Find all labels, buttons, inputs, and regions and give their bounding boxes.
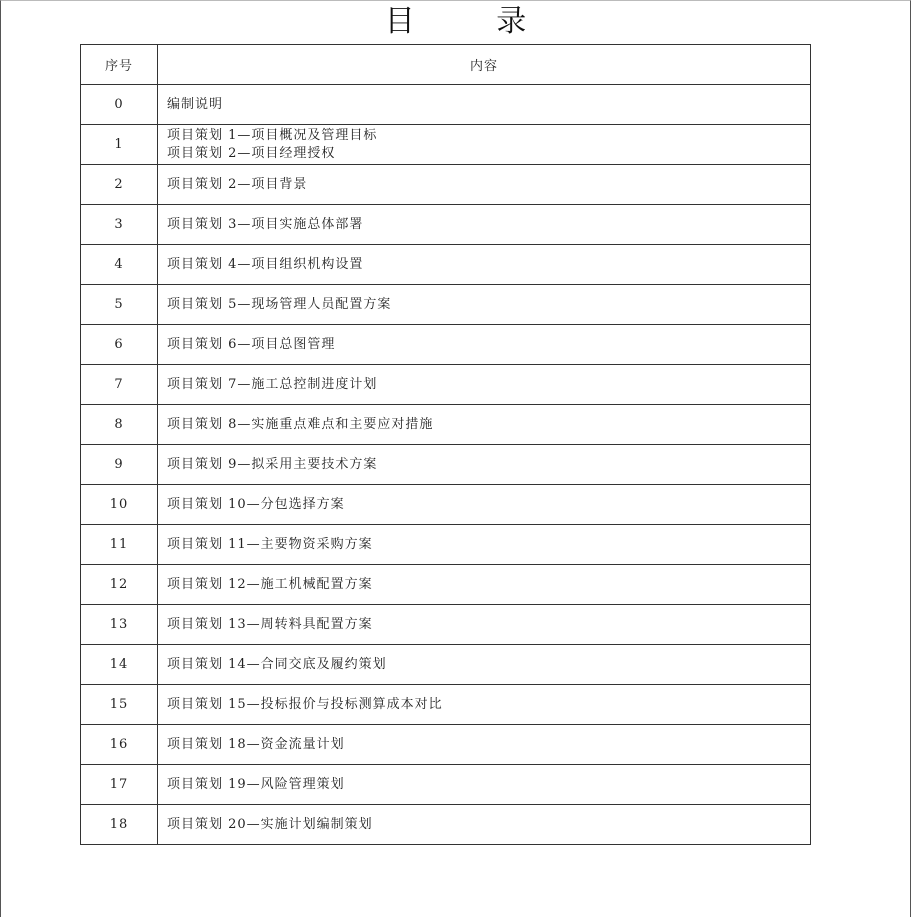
table-row	[81, 485, 811, 525]
row-index: 8	[81, 405, 158, 445]
table-header-row	[81, 45, 811, 85]
row-content-line: 项目策划 4—项目组织机构设置	[167, 256, 364, 272]
row-content	[158, 365, 811, 405]
row-index: 15	[81, 685, 158, 725]
row-content	[158, 245, 811, 285]
row-content	[158, 685, 811, 725]
table-row	[81, 325, 811, 365]
row-content-line: 项目策划 15—投标报价与投标测算成本对比	[167, 696, 443, 712]
row-content-line: 项目策划 13—周转料具配置方案	[167, 616, 373, 632]
header-index: 序号	[81, 45, 158, 85]
row-index: 1	[81, 125, 158, 165]
row-content-line: 项目策划 20—实施计划编制策划	[167, 816, 373, 832]
row-index: 0	[81, 85, 158, 125]
table-row	[81, 405, 811, 445]
table-row	[81, 685, 811, 725]
row-index: 9	[81, 445, 158, 485]
table-row	[81, 205, 811, 245]
row-content-line: 项目策划 19—风险管理策划	[167, 776, 345, 792]
row-content	[158, 725, 811, 765]
table-row	[81, 645, 811, 685]
table-row	[81, 565, 811, 605]
row-content-line: 项目策划 11—主要物资采购方案	[167, 536, 373, 552]
table-row	[81, 525, 811, 565]
table-row	[81, 125, 811, 165]
row-content-line: 项目策划 2—项目经理授权	[167, 145, 336, 161]
row-content-line: 项目策划 5—现场管理人员配置方案	[167, 296, 392, 312]
table-row	[81, 445, 811, 485]
row-index: 10	[81, 485, 158, 525]
row-content-line: 项目策划 2—项目背景	[167, 176, 308, 192]
row-content-line: 项目策划 7—施工总控制进度计划	[167, 376, 378, 392]
row-content	[158, 325, 811, 365]
row-content	[158, 805, 811, 845]
row-index: 5	[81, 285, 158, 325]
table-row	[81, 85, 811, 125]
document-title: 目 录	[384, 4, 563, 39]
table-row	[81, 605, 811, 645]
row-index: 17	[81, 765, 158, 805]
row-content-line: 项目策划 9—拟采用主要技术方案	[167, 456, 378, 472]
row-index: 2	[81, 165, 158, 205]
row-content-line: 项目策划 12—施工机械配置方案	[167, 576, 373, 592]
row-index: 4	[81, 245, 158, 285]
table-row	[81, 165, 811, 205]
row-content-line: 项目策划 1—项目概况及管理目标	[167, 127, 378, 143]
row-content	[158, 85, 811, 125]
table-row	[81, 805, 811, 845]
toc-table	[80, 44, 811, 845]
row-content	[158, 205, 811, 245]
row-content-line: 项目策划 6—项目总图管理	[167, 336, 336, 352]
row-index: 12	[81, 565, 158, 605]
row-index: 13	[81, 605, 158, 645]
row-content-line: 项目策划 18—资金流量计划	[167, 736, 345, 752]
row-index: 16	[81, 725, 158, 765]
row-index: 3	[81, 205, 158, 245]
row-index: 18	[81, 805, 158, 845]
table-row	[81, 245, 811, 285]
table-row	[81, 365, 811, 405]
row-content	[158, 565, 811, 605]
row-content-line: 编制说明	[167, 96, 224, 112]
row-content	[158, 645, 811, 685]
row-index: 11	[81, 525, 158, 565]
row-index: 7	[81, 365, 158, 405]
row-content	[158, 525, 811, 565]
table-row	[81, 725, 811, 765]
table-row	[81, 765, 811, 805]
table-row	[81, 285, 811, 325]
row-content-line: 项目策划 3—项目实施总体部署	[167, 216, 364, 232]
row-content	[158, 605, 811, 645]
row-content-line: 项目策划 8—实施重点难点和主要应对措施	[167, 416, 434, 432]
row-index: 14	[81, 645, 158, 685]
header-content: 内容	[158, 45, 811, 85]
row-content	[158, 285, 811, 325]
row-content	[158, 165, 811, 205]
row-index: 6	[81, 325, 158, 365]
row-content-line: 项目策划 14—合同交底及履约策划	[167, 656, 387, 672]
row-content	[158, 765, 811, 805]
row-content	[158, 405, 811, 445]
row-content	[158, 125, 811, 165]
row-content-line: 项目策划 10—分包选择方案	[167, 496, 345, 512]
row-content	[158, 445, 811, 485]
toc-body	[81, 85, 811, 845]
row-content	[158, 485, 811, 525]
